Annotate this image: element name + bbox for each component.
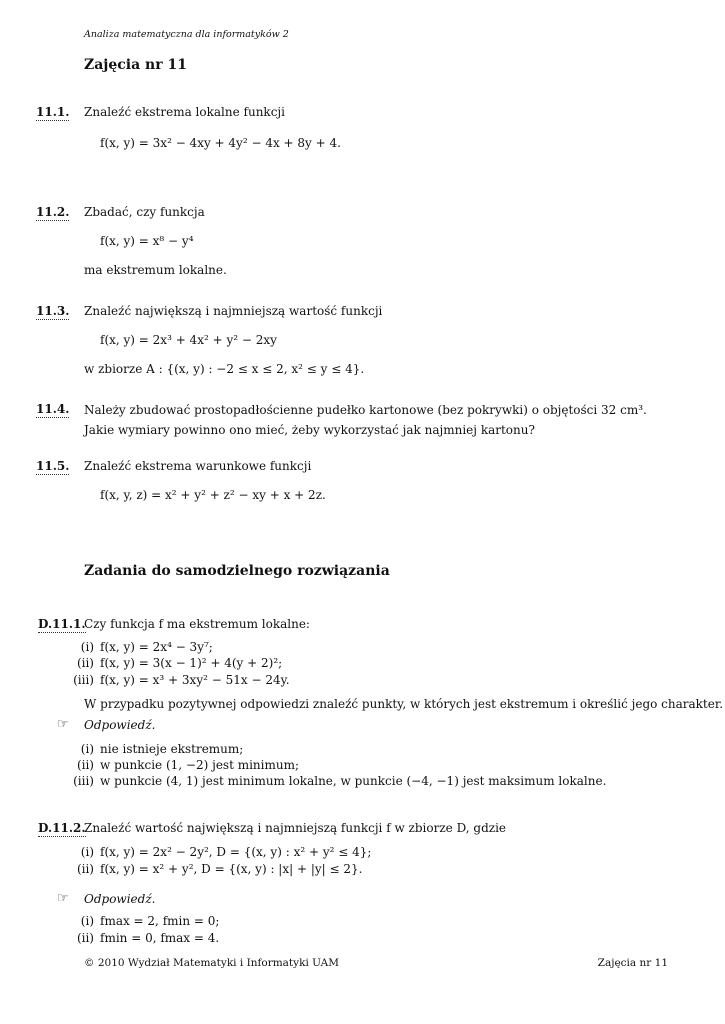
exercise-text: Znaleźć ekstrema lokalne funkcji: [84, 105, 285, 119]
exercise-text: Znaleźć największą i najmniejszą wartość funkcji: [84, 304, 383, 318]
list-item: (iii) f(x, y) = x³ + 3xy² − 51x − 24y.: [73, 673, 290, 687]
footer-page-label: Zajęcia nr 11: [597, 957, 668, 969]
exercise-after: w zbiorze A : {(x, y) : −2 ≤ x ≤ 2, x² ≤ y ≤ 4}.: [84, 362, 365, 376]
self-exercise-text: Czy funkcja f ma ekstremum lokalne:: [84, 617, 310, 631]
exercise-text: Należy zbudować prostopadłościenne pudełko kartonowe (bez pokrywki) o objętości 32 cm³. Jakie wymiary powinno ono mieć, żeby wykorzystać jak najmniej kartonu?: [84, 403, 647, 437]
self-exercise-text: Znaleźć wartość największą i najmniejszą funkcji f w zbiorze D, gdzie: [84, 821, 507, 835]
section-title: Zadania do samodzielnego rozwiązania: [84, 563, 390, 579]
list-item: (ii) f(x, y) = 3(x − 1)² + 4(y + 2)²;: [76, 656, 283, 670]
page-title: Zajęcia nr 11: [84, 57, 187, 73]
exercise-formula: f(x, y) = 3x² − 4xy + 4y² − 4x + 8y + 4.: [100, 136, 341, 150]
list-item: (i) f(x, y) = 2x² − 2y², D = {(x, y) : x² + y² ≤ 4};: [80, 845, 372, 859]
exercise-number: 11.1.: [36, 105, 70, 119]
exercise-after: ma ekstremum lokalne.: [84, 263, 227, 277]
list-item: (i) f(x, y) = 2x⁴ − 3y⁷;: [80, 640, 213, 654]
exercise-number: 11.2.: [36, 205, 70, 219]
exercise-formula: f(x, y) = x⁸ − y⁴: [100, 234, 194, 248]
exercise-text: Zbadać, czy funkcja: [84, 205, 205, 219]
answer-item: (ii) w punkcie (1, −2) jest minimum;: [76, 758, 300, 772]
self-exercise-number: D.11.1.: [38, 617, 86, 631]
exercise-number: 11.5.: [36, 459, 70, 473]
footer-copyright: © 2010 Wydział Matematyki i Informatyki UAM: [84, 957, 339, 969]
running-header: Analiza matematyczna dla informatyków 2: [84, 29, 289, 40]
answer-item: (iii) w punkcie (4, 1) jest minimum lokalne, w punkcie (−4, −1) jest maksimum lokalne.: [73, 774, 607, 788]
answer-label: Odpowiedź.: [84, 718, 156, 732]
exercise-number: 11.4.: [36, 402, 70, 416]
exercise-text: Znaleźć ekstrema warunkowe funkcji: [84, 459, 312, 473]
answer-item: (ii) fmin = 0, fmax = 4.: [76, 931, 220, 945]
answer-item: (i) fmax = 2, fmin = 0;: [80, 914, 220, 928]
self-exercise-number: D.11.2.: [38, 821, 86, 835]
pointing-hand-icon: ☞: [57, 891, 69, 906]
answer-label: Odpowiedź.: [84, 892, 156, 906]
list-item: (ii) f(x, y) = x² + y², D = {(x, y) : |x| + |y| ≤ 2}.: [76, 862, 363, 876]
exercise-formula: f(x, y, z) = x² + y² + z² − xy + x + 2z.: [100, 488, 326, 502]
exercise-formula: f(x, y) = 2x³ + 4x² + y² − 2xy: [100, 333, 277, 347]
pointing-hand-icon: ☞: [57, 717, 69, 732]
exercise-number: 11.3.: [36, 304, 70, 318]
self-exercise-note: W przypadku pozytywnej odpowiedzi znaleźć punkty, w których jest ekstremum i określić jego charakter.: [84, 697, 724, 711]
answer-item: (i) nie istnieje ekstremum;: [80, 742, 244, 756]
